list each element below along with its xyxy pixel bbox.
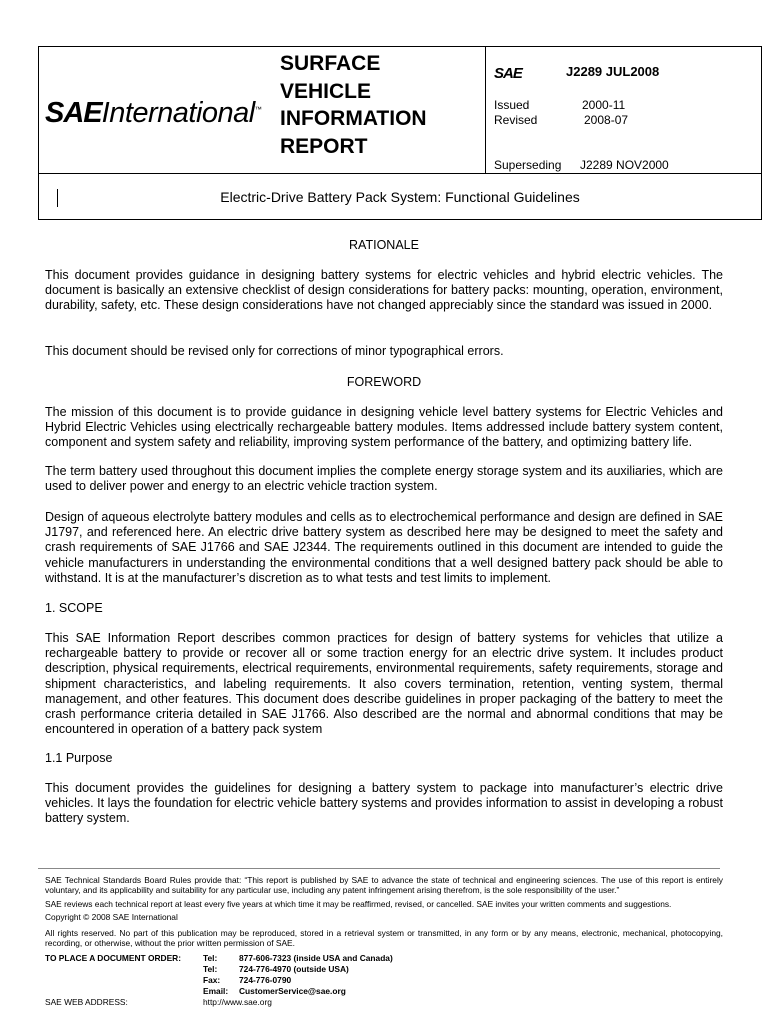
tel-outside-usa: 724-776-4970 (outside USA) <box>239 964 349 974</box>
document-header <box>38 46 762 220</box>
email-label: Email: <box>203 986 229 996</box>
footer-rights-text: All rights reserved. No part of this publication may be reproduced, stored in a retrieval system or transmitted, in any form or by any means, electronic, mechanical, photocopying, recording, or otherwise, without the prior written permission of SAE. <box>45 928 723 948</box>
footer-copyright: Copyright © 2008 SAE International <box>45 912 178 922</box>
issued-value: 2000-11 <box>582 98 626 112</box>
document-title: Electric-Drive Battery Pack System: Functional Guidelines <box>220 189 580 205</box>
footer-review-text: SAE reviews each technical report at least every five years at which time it may be reaffirmed, revised, or cancelled. SAE invites your written comments and suggestions. <box>45 899 672 909</box>
scope-paragraph: This SAE Information Report describes common practices for design of battery systems for vehicles that utilize a rechargeable battery to provide or recover all or some traction energy for an electric drive system. It includes product description, physical requirements, electrical requirements, environmental requirements, safety requirements, storage and shipment characteristics, and labeling requirements. It also covers termination, retention, venting system, thermal management, and other features. This document does describe guidelines in proper packaging of the battery to meet the crash performance criteria detailed in SAE J1766. Also described are the normal and abnormal conditions that may be encountered in operation of a battery pack system <box>45 631 723 737</box>
sae-international-logo <box>45 99 261 128</box>
footer-rules-text: SAE Technical Standards Board Rules provide that: “This report is published by SAE to advance the state of technical and engineering sciences. The use of this report is entirely voluntary, and its applicability and suitability for any particular use, including any patent infringement arising therefrom, is the sole responsibility of the user.” <box>45 875 723 895</box>
report-type-line: REPORT <box>280 134 368 158</box>
revised-value: 2008-07 <box>584 113 629 127</box>
document-number: J2289 JUL2008 <box>566 64 660 79</box>
purpose-heading: 1.1 Purpose <box>45 751 113 765</box>
foreword-paragraph: Design of aqueous electrolyte battery modules and cells as to electrochemical performance and design are defined in SAE J1797, and referenced here. An electric drive battery system as described here may be designed to meet the safety and crash requirements of SAE J1766 and SAE J2344. The requirements outlined in this document are intended to guide the vehicle manufacturers in understanding the environmental conditions that a well designed battery pack should be able to withstand. It is at the manufacturer’s discretion as to what tests and test limits to implement. <box>45 510 723 585</box>
rationale-paragraph: This document provides guidance in designing battery systems for electric vehicles and hybrid electric vehicles. The document is basically an extensive checklist of design considerations for battery packs: mounting, operation, environment, durability, safety, etc. These design considerations have not changed appreciably since the standard was issued in 2000. <box>45 268 723 313</box>
report-type-line: SURFACE <box>280 52 381 75</box>
issued-label: Issued <box>494 98 530 112</box>
tel-label: Tel: <box>203 964 218 974</box>
superseding-value: J2289 NOV2000 <box>580 158 669 172</box>
foreword-paragraph: The mission of this document is to provide guidance in designing vehicle level battery systems for Electric Vehicles and Hybrid Electric Vehicles using electrically rechargeable battery modules. Items addressed include battery system content, component and system safety and reliability, improving system performance of the battery, and optimizing battery life. <box>45 405 723 450</box>
report-type-line: INFORMATION <box>280 107 427 130</box>
header-right-cell <box>485 47 761 173</box>
revised-label: Revised <box>494 113 538 127</box>
fax-label: Fax: <box>203 975 221 985</box>
logo-sae-text: SAE <box>45 97 102 129</box>
report-type <box>280 50 427 160</box>
scope-heading: 1. SCOPE <box>45 601 103 615</box>
header-divider <box>39 173 761 174</box>
sae-mini-logo: SAE <box>494 65 522 82</box>
rationale-paragraph: This document should be revised only for corrections of minor typographical errors. <box>45 344 504 358</box>
rationale-heading: RATIONALE <box>349 238 419 252</box>
tel-inside-usa: 877-606-7323 (inside USA and Canada) <box>239 953 393 963</box>
fax-number: 724-776-0790 <box>239 975 292 985</box>
tel-label: Tel: <box>203 953 218 963</box>
purpose-paragraph: This document provides the guidelines for designing a battery system to package into manufacturer’s electric drive vehicles. It lays the foundation for electric vehicle battery systems and provides information to assist in developing a robust battery system. <box>45 781 723 826</box>
logo-trademark: ™ <box>254 106 262 114</box>
order-label: TO PLACE A DOCUMENT ORDER: <box>45 953 182 963</box>
header-left-cell <box>39 47 485 173</box>
superseding-label: Superseding <box>494 158 562 172</box>
web-address-label: SAE WEB ADDRESS: <box>45 997 128 1007</box>
foreword-paragraph: The term battery used throughout this document implies the complete energy storage system and its auxiliaries, which are used to deliver power and energy to an electric vehicle traction system. <box>45 464 723 494</box>
footer-divider <box>38 868 720 869</box>
foreword-heading: FOREWORD <box>346 375 422 389</box>
email-address[interactable]: CustomerService@sae.org <box>239 986 346 996</box>
report-type-line: VEHICLE <box>280 79 372 103</box>
logo-international-text: International <box>101 97 255 129</box>
web-address-link[interactable]: http://www.sae.org <box>203 997 272 1007</box>
